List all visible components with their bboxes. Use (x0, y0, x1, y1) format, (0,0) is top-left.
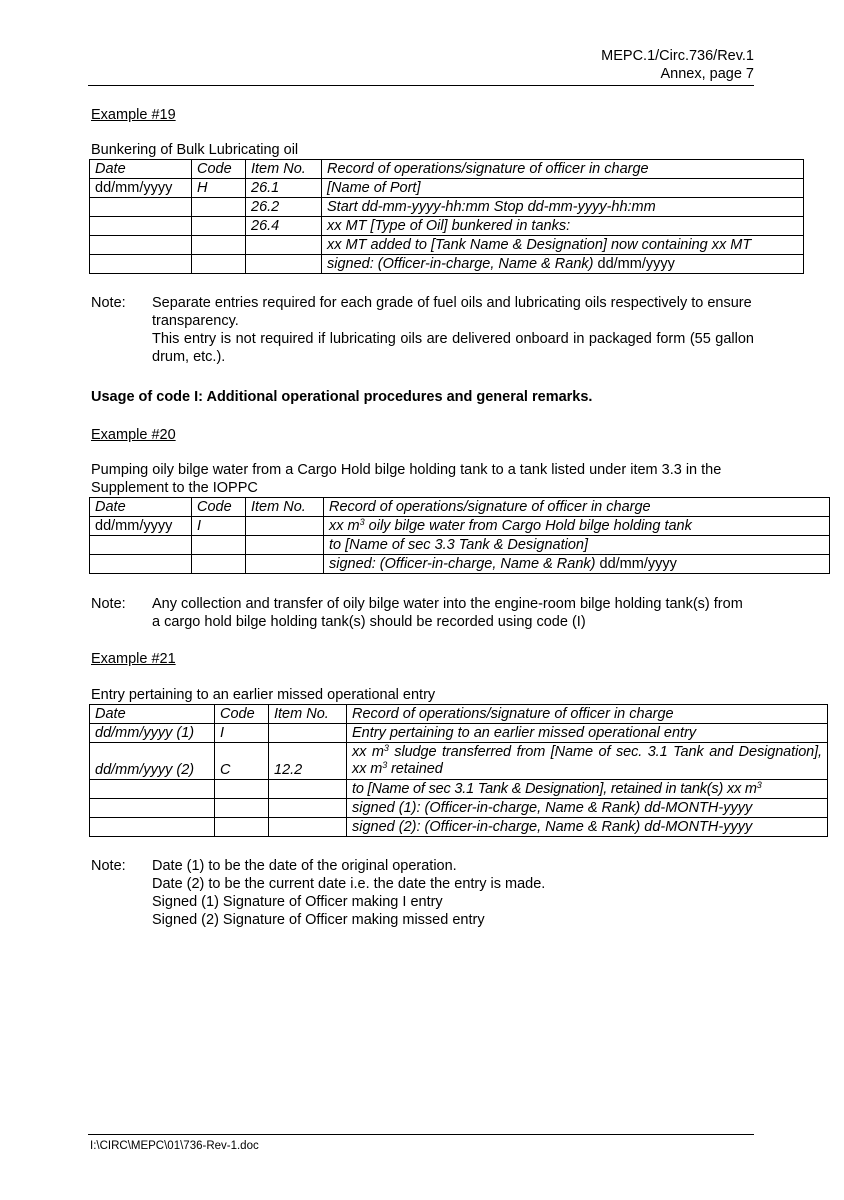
example-19-note (152, 294, 754, 366)
header-divider (88, 85, 754, 86)
cell-code (192, 236, 246, 255)
table-row (90, 517, 830, 536)
header-record: Record of operations/signature of officer in charge (347, 705, 828, 724)
cell-date: dd/mm/yyyy (90, 179, 192, 198)
table-row (90, 179, 804, 198)
cell-item: 26.4 (246, 217, 322, 236)
table-row (90, 724, 828, 743)
file-path: I:\CIRC\MEPC\01\736-Rev-1.doc (90, 1140, 259, 1152)
header-item-no: Item No. (246, 160, 322, 179)
example-19-title: Example #19 (91, 107, 176, 123)
table-row (90, 743, 828, 780)
cell-code (192, 217, 246, 236)
table-row (90, 555, 830, 574)
signature-date: dd/mm/yyyy (597, 255, 675, 272)
cell-record: signed (2): (Officer-in-charge, Name & Rank) dd-MONTH-yyyy (347, 818, 828, 837)
cell-record (324, 555, 830, 574)
example-21-caption: Entry pertaining to an earlier missed operational entry (91, 687, 436, 703)
cell-record: [Name of Port] (322, 179, 804, 198)
table-row (90, 236, 804, 255)
cell-code (192, 536, 246, 555)
cell-record: xx MT added to [Tank Name & Designation] now containing xx MT (322, 236, 804, 255)
table-header-row (90, 705, 828, 724)
cell-record (324, 517, 830, 536)
signature-date: dd/mm/yyyy (599, 555, 677, 572)
cell-record (347, 743, 828, 780)
cell-record: to [Name of sec 3.3 Tank & Designation] (324, 536, 830, 555)
cell-item: 26.2 (246, 198, 322, 217)
cell-code: I (215, 724, 269, 743)
cell-code: H (192, 179, 246, 198)
usage-heading: Usage of code I: Additional operational procedures and general remarks. (91, 389, 593, 405)
example-19-note-label: Note: (91, 295, 126, 311)
table-row (90, 255, 804, 274)
cell-item (246, 536, 324, 555)
cell-item: 12.2 (269, 743, 347, 780)
cell-date (90, 780, 215, 799)
example-20-note: Any collection and transfer of oily bilge water into the engine-room bilge holding tank(s) from a cargo hold bilge holding tank(s) should be recorded using code (I) (152, 596, 743, 630)
signature-text: signed: (Officer-in-charge, Name & Rank) (327, 255, 594, 272)
cell-code (192, 555, 246, 574)
table-row (90, 536, 830, 555)
table-row (90, 198, 804, 217)
cell-record (322, 255, 804, 274)
cell-date (90, 555, 192, 574)
cell-date: dd/mm/yyyy (90, 517, 192, 536)
superscript: 3 (359, 516, 365, 527)
table-row (90, 799, 828, 818)
cell-date (90, 536, 192, 555)
record-text: retained (387, 761, 443, 777)
cell-record: xx MT [Type of Oil] bunkered in tanks: (322, 217, 804, 236)
header-code: Code (192, 498, 246, 517)
cell-code (192, 255, 246, 274)
page-number: Annex, page 7 (660, 66, 754, 82)
cell-date (90, 198, 192, 217)
table-header-row (90, 160, 804, 179)
cell-item (269, 818, 347, 837)
cell-record: Start dd-mm-yyyy-hh:mm Stop dd-mm-yyyy-hh:mm (322, 198, 804, 217)
cell-item (269, 799, 347, 818)
record-text: xx m (329, 517, 360, 534)
header-date: Date (90, 160, 192, 179)
header-date: Date (90, 498, 192, 517)
example-20-table (89, 497, 830, 574)
document-reference: MEPC.1/Circ.736/Rev.1 (601, 48, 754, 64)
cell-code: I (192, 517, 246, 536)
record-text: sludge transferred from [Name of sec. 3.1 Tank and Designation], xx m (352, 744, 822, 777)
cell-record: Entry pertaining to an earlier missed operational entry (347, 724, 828, 743)
note-line: This entry is not required if lubricating oils are delivered onboard in packaged form (55 gallon drum, etc.). (152, 331, 754, 365)
note-line: Date (1) to be the date of the original operation. (152, 858, 457, 874)
note-line: Signed (1) Signature of Officer making I entry (152, 894, 443, 910)
note-line: Separate entries required for each grade of fuel oils and lubricating oils respectively to ensure transparency. (152, 295, 752, 329)
cell-code (192, 198, 246, 217)
header-item-no: Item No. (246, 498, 324, 517)
record-text: oily bilge water from Cargo Hold bilge holding tank (364, 517, 692, 534)
cell-code (215, 799, 269, 818)
header-code: Code (215, 705, 269, 724)
cell-date (90, 255, 192, 274)
example-21-title: Example #21 (91, 651, 176, 667)
header-code: Code (192, 160, 246, 179)
example-21-note (152, 857, 754, 929)
cell-record (347, 780, 828, 799)
table-row (90, 217, 804, 236)
example-20-note-label: Note: (91, 596, 126, 612)
superscript: 3 (756, 779, 762, 790)
footer-divider (88, 1134, 754, 1135)
header-record: Record of operations/signature of officer in charge (322, 160, 804, 179)
cell-date: dd/mm/yyyy (1) (90, 724, 215, 743)
cell-date: dd/mm/yyyy (2) (90, 743, 215, 780)
cell-item (246, 255, 322, 274)
superscript: 3 (382, 760, 388, 770)
cell-item (246, 555, 324, 574)
cell-date (90, 818, 215, 837)
cell-date (90, 799, 215, 818)
signature-text: signed: (Officer-in-charge, Name & Rank) (329, 555, 596, 572)
table-header-row (90, 498, 830, 517)
header-item-no: Item No. (269, 705, 347, 724)
note-line: Signed (2) Signature of Officer making missed entry (152, 912, 485, 928)
cell-item (269, 724, 347, 743)
cell-item: 26.1 (246, 179, 322, 198)
note-line: Date (2) to be the current date i.e. the date the entry is made. (152, 876, 546, 892)
cell-item (246, 236, 322, 255)
cell-date (90, 236, 192, 255)
cell-record: signed (1): (Officer-in-charge, Name & Rank) dd-MONTH-yyyy (347, 799, 828, 818)
table-row (90, 780, 828, 799)
example-19-caption: Bunkering of Bulk Lubricating oil (91, 142, 299, 158)
table-row (90, 818, 828, 837)
cell-item (246, 517, 324, 536)
page-header (88, 47, 754, 83)
cell-item (269, 780, 347, 799)
cell-code (215, 818, 269, 837)
example-19-table (89, 159, 804, 274)
example-20-title: Example #20 (91, 427, 176, 443)
superscript: 3 (383, 743, 389, 753)
header-record: Record of operations/signature of officer in charge (324, 498, 830, 517)
example-21-note-label: Note: (91, 858, 126, 874)
cell-code (215, 780, 269, 799)
cell-date (90, 217, 192, 236)
example-21-table (89, 704, 828, 837)
cell-code: C (215, 743, 269, 780)
record-text: to [Name of sec 3.1 Tank & Designation], retained in tank(s) xx m (352, 780, 757, 797)
record-text: xx m (352, 744, 384, 760)
example-20-caption: Pumping oily bilge water from a Cargo Hold bilge holding tank to a tank listed under item 3.3 in the Supplement to the IOPPC (91, 462, 722, 496)
header-date: Date (90, 705, 215, 724)
